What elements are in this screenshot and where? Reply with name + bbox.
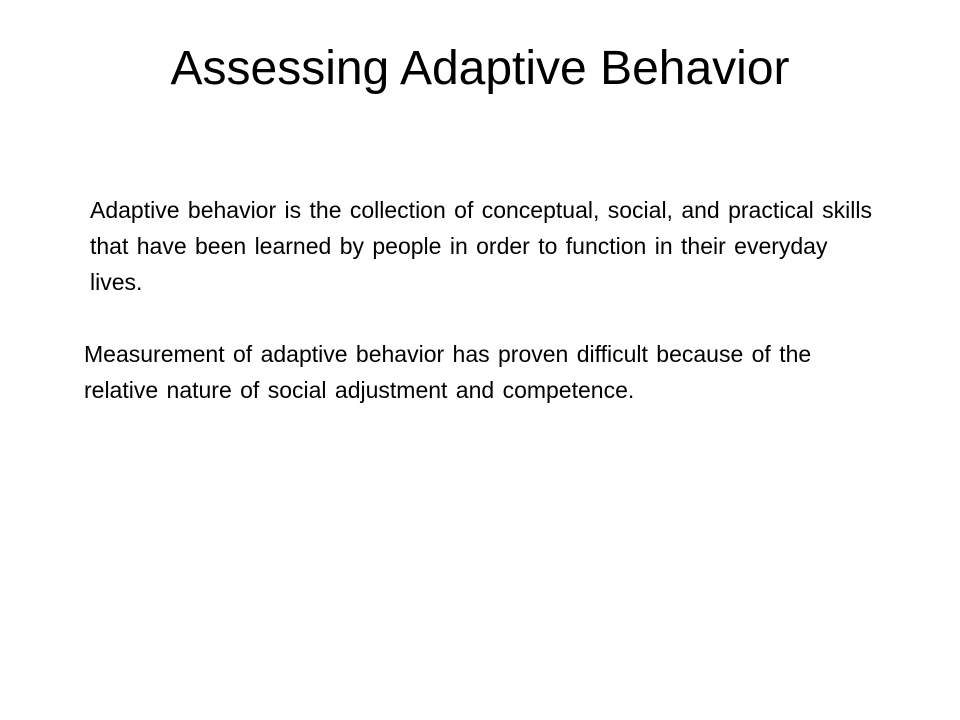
measurement-paragraph: Measurement of adaptive behavior has proven difficult because of the relative nature of social adjustment and competence. bbox=[84, 341, 812, 403]
slide-title: Assessing Adaptive Behavior bbox=[170, 42, 790, 95]
definition-paragraph: Adaptive behavior is the collection of conceptual, social, and practical skills that have been learned by people in order to function in their everyday lives. bbox=[90, 197, 872, 295]
